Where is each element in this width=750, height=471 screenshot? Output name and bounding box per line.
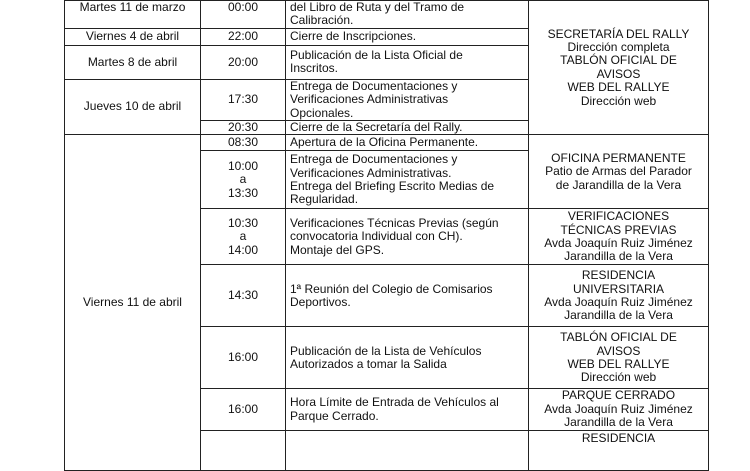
place-line: UNIVERSITARIA [572, 281, 665, 296]
place-line: Jarandilla de la Vera [564, 249, 673, 264]
desc-line: Verificaciones Técnicas Previas (según [290, 215, 499, 230]
desc-cell: Cierre de Inscripciones. [286, 28, 529, 45]
desc-cell [286, 151, 529, 209]
time-cell: 20:00 [201, 45, 286, 79]
place-line: TÉCNICAS PREVIAS [560, 222, 677, 237]
place-cell [529, 327, 709, 389]
place-line: Dirección completa [567, 39, 670, 54]
date-cell: Martes 8 de abril [65, 45, 201, 79]
place-line: SECRETARÍA DEL RALLY [547, 26, 690, 41]
desc-line: Entrega de Documentaciones y [290, 78, 458, 93]
desc-cell: Apertura de la Oficina Permanente. [286, 135, 529, 151]
place-cell [529, 209, 709, 265]
place-line: Jarandilla de la Vera [564, 308, 673, 323]
desc-line: Calibración. [290, 13, 354, 28]
place-line: de Jarandilla de la Vera [555, 177, 682, 192]
place-cell [529, 389, 709, 430]
time-line: a [239, 229, 247, 244]
time-cell: 16:00 [201, 389, 286, 430]
date-cell: Jueves 10 de abril [65, 79, 201, 135]
desc-line: Hora Límite de Entrada de Vehículos al [290, 395, 499, 410]
date-cell: Martes 11 de marzo [65, 1, 201, 29]
place-line: Avda Joaquín Ruiz Jiménez [544, 401, 693, 416]
desc-cell [286, 45, 529, 79]
place-cell [529, 265, 709, 327]
time-cell [201, 151, 286, 209]
place-line: Avda Joaquín Ruiz Jiménez [544, 294, 693, 309]
desc-line: Inscritos. [290, 61, 339, 76]
place-cell [529, 1, 709, 135]
table-row [65, 135, 709, 151]
place-line: OFICINA PERMANENTE [551, 150, 686, 165]
desc-line: Deportivos. [290, 294, 351, 309]
time-cell: 00:00 [201, 1, 286, 29]
place-line: Dirección web [580, 93, 657, 108]
time-line: a [239, 172, 247, 187]
date-cell: Viernes 4 de abril [65, 28, 201, 45]
place-line: Avda Joaquín Ruiz Jiménez [544, 235, 693, 250]
time-line: 14:00 [227, 242, 259, 257]
schedule-table [64, 0, 709, 471]
desc-line: Autorizados a tomar la Salida [290, 356, 447, 371]
desc-line: Verificaciones Administrativas [290, 92, 449, 107]
desc-line: Parque Cerrado. [290, 408, 379, 423]
place-line: VERIFICACIONES [567, 209, 670, 224]
place-line: Dirección web [580, 370, 657, 385]
desc-line: Regularidad. [290, 192, 359, 207]
time-cell: 22:00 [201, 28, 286, 45]
desc-cell [286, 327, 529, 389]
time-line: 13:30 [227, 185, 259, 200]
place-line: Jarandilla de la Vera [564, 415, 673, 430]
desc-cell [286, 79, 529, 120]
desc-line: Entrega del Briefing Escrito Medias de [290, 178, 495, 193]
time-line: 10:00 [227, 158, 259, 173]
table-row [65, 1, 709, 29]
desc-line: Opcionales. [290, 105, 354, 120]
place-line: RESIDENCIA [581, 430, 656, 445]
desc-line: Entrega de Documentaciones y [290, 152, 458, 167]
desc-cell [286, 1, 529, 29]
time-line: 10:30 [227, 215, 259, 230]
place-cell [529, 430, 709, 470]
place-cell [529, 135, 709, 209]
desc-cell [286, 209, 529, 265]
desc-cell: Cierre de la Secretaría del Rally. [286, 121, 529, 135]
time-cell: 17:30 [201, 79, 286, 120]
place-line: PARQUE CERRADO [561, 388, 676, 403]
time-cell: 08:30 [201, 135, 286, 151]
desc-cell [286, 389, 529, 430]
desc-line: 1ª Reunión del Colegio de Comisarios [290, 281, 493, 296]
time-cell: 14:30 [201, 265, 286, 327]
place-line: TABLÓN OFICIAL DE [560, 53, 677, 68]
place-line: WEB DEL RALLYE [567, 356, 670, 371]
desc-line: Montaje del GPS. [290, 242, 385, 257]
place-line: Patio de Armas del Parador [545, 164, 692, 179]
desc-line: convocatoria Individual con CH). [290, 229, 463, 244]
place-line: AVISOS [596, 66, 641, 81]
desc-line: Publicación de la Lista de Vehículos [290, 343, 482, 358]
time-cell: 16:00 [201, 327, 286, 389]
desc-cell [286, 265, 529, 327]
place-line: AVISOS [596, 343, 641, 358]
desc-line: Verificaciones Administrativas. [290, 165, 452, 180]
desc-line: del Libro de Ruta y del Tramo de [290, 0, 465, 14]
place-line: TABLÓN OFICIAL DE [560, 330, 677, 345]
desc-cell [286, 430, 529, 470]
time-cell [201, 430, 286, 470]
desc-line: Publicación de la Lista Oficial de [290, 47, 463, 62]
place-line: WEB DEL RALLYE [567, 80, 670, 95]
time-cell: 20:30 [201, 121, 286, 135]
date-cell: Viernes 11 de abril [65, 135, 201, 470]
time-cell [201, 209, 286, 265]
place-line: RESIDENCIA [581, 268, 656, 283]
